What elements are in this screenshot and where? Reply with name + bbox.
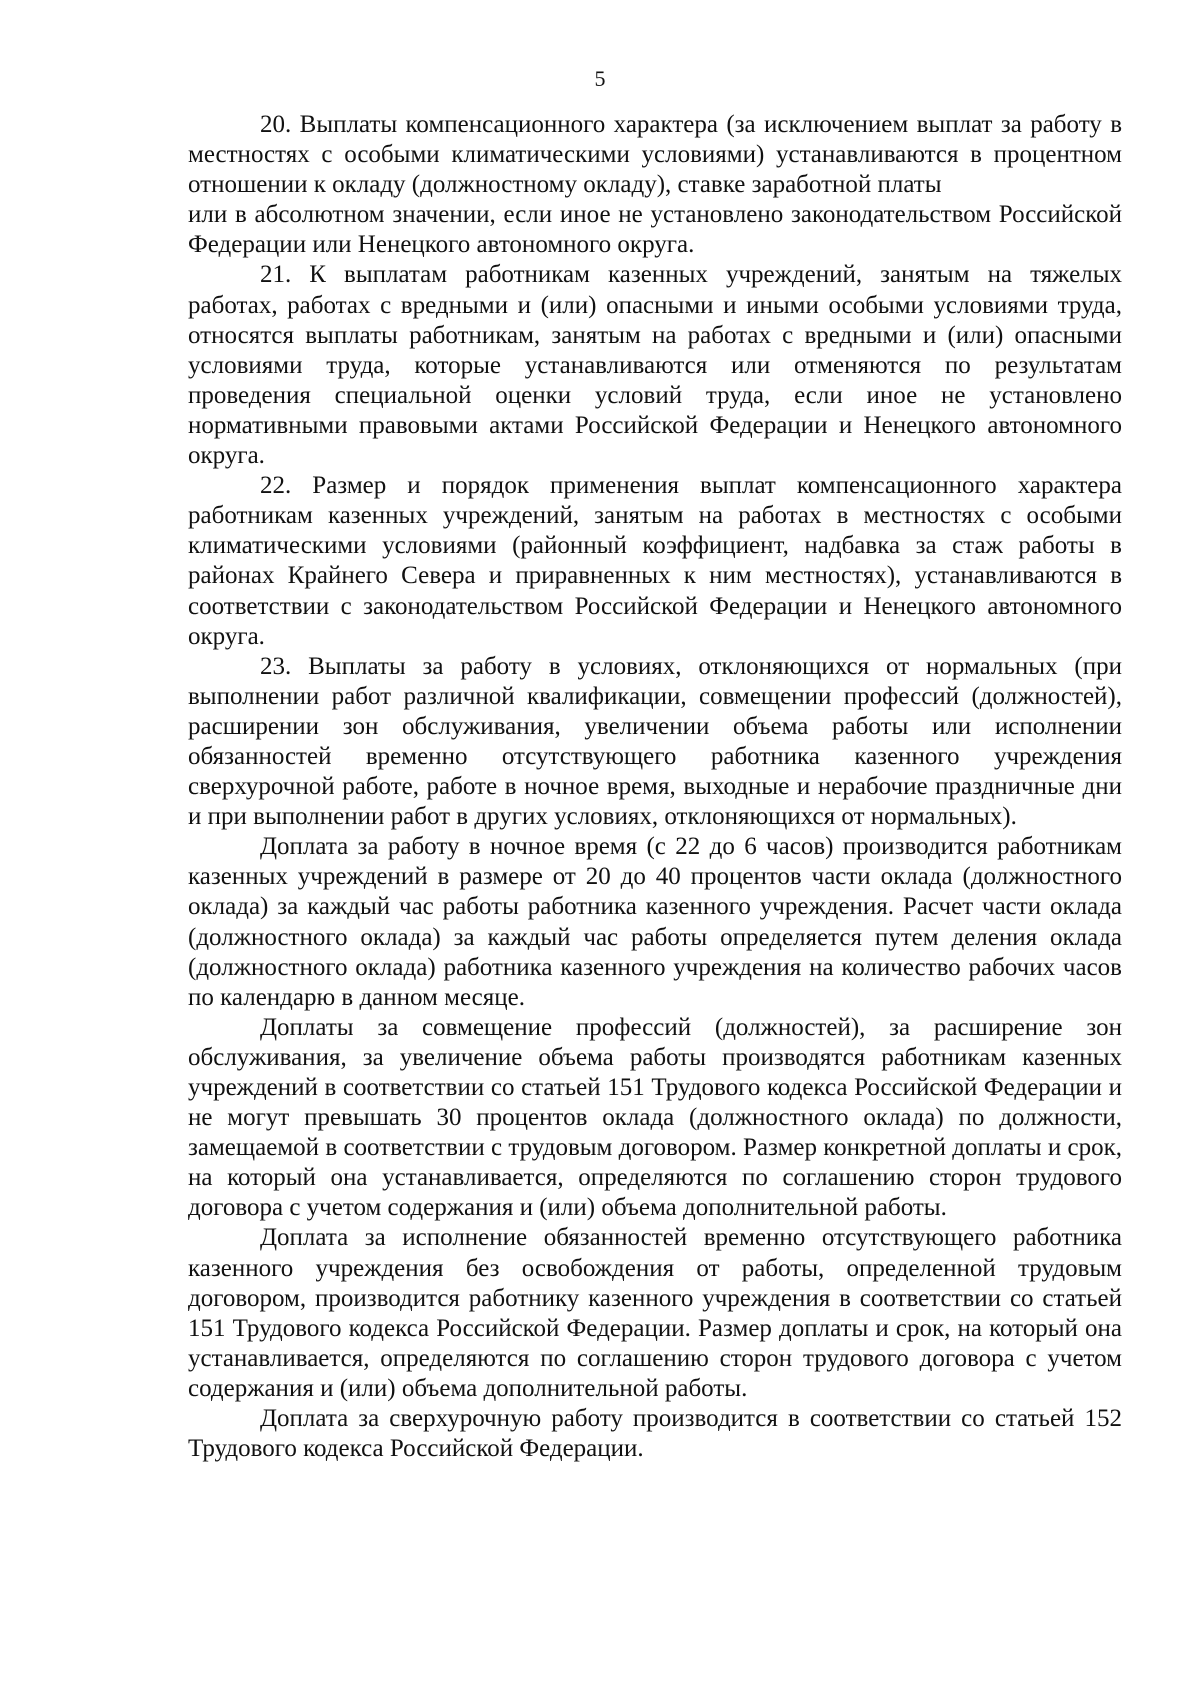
paragraph-overtime-pay: Доплата за сверхурочную работу производится в соответствии со статьей 152 Трудового кодекса Российской Федерации. <box>188 1405 1122 1463</box>
paragraph-21: 21. К выплатам работникам казенных учреждений, занятым на тяжелых работах, работах с вредными и (или) опасными и иными особыми условиями труда, относятся выплаты работникам, занятым на работах с вредными и (или) опасными условиями труда, которые устанавливаются или отменяются по результатам проведения специальной оценки условий труда, если иное не установлено нормативными правовыми актами Российской Федерации и Ненецкого автономного округа. <box>188 261 1122 470</box>
paragraph-22: 22. Размер и порядок применения выплат компенсационного характера работникам казенных учреждений, занятым на работах в местностях с особыми климатическими условиями (районный коэффициент, надбавка за стаж работы в районах Крайнего Севера и приравненных к ним местностях), устанавливаются в соответствии с законодательством Российской Федерации и Ненецкого автономного округа. <box>188 472 1122 650</box>
paragraph-night-work-pay: Доплата за работу в ночное время (с 22 до 6 часов) производится работникам казенных учреждений в размере от 20 до 40 процентов части оклада (должностного оклада) за каждый час работы работника казенного учреждения. Расчет части оклада (должностного оклада) за каждый час работы определяется путем деления оклада (должностного оклада) работника казенного учреждения на количество рабочих часов по календарю в данном месяце. <box>188 833 1122 1011</box>
document-body <box>188 110 1122 1464</box>
paragraph-20: 20. Выплаты компенсационного характера (за исключением выплат за работу в местностях с особыми климатическими условиями) устанавливаются в процентном отношении к окладу (должностному окладу), ставке заработной платы <box>188 111 1122 199</box>
paragraph-combined-duties-pay: Доплаты за совмещение профессий (должностей), за расширение зон обслуживания, за увеличение объема работы производятся работникам казенных учреждений в соответствии со статьей 151 Трудового кодекса Российской Федерации и не могут превышать 30 процентов оклада (должностного оклада) по должности, замещаемой в соответствии с трудовым договором. Размер конкретной доплаты и срок, на который она устанавливается, определяются по соглашению сторон трудового договора с учетом содержания и (или) объема дополнительной работы. <box>188 1013 1122 1222</box>
paragraph-23: 23. Выплаты за работу в условиях, отклоняющихся от нормальных (при выполнении работ различной квалификации, совмещении профессий (должностей), расширении зон обслуживания, увеличении объема работы или исполнении обязанностей временно отсутствующего работника казенного учреждения сверхурочной работе, работе в ночное время, выходные и нерабочие праздничные дни и при выполнении работ в других условиях, отклоняющихся от нормальных). <box>188 652 1122 831</box>
paragraph-absent-employee-pay: Доплата за исполнение обязанностей временно отсутствующего работника казенного учреждения без освобождения от работы, определенной трудовым договором, производится работнику казенного учреждения в соответствии со статьей 151 Трудового кодекса Российской Федерации. Размер доплаты и срок, на который она устанавливается, определяются по соглашению сторон трудового договора с учетом содержания и (или) объема дополнительной работы. <box>188 1224 1122 1402</box>
page-number: 5 <box>594 66 606 91</box>
paragraph-20-continuation: или в абсолютном значении, если иное не установлено законодательством Российской Федерации или Ненецкого автономного округа. <box>188 201 1122 259</box>
